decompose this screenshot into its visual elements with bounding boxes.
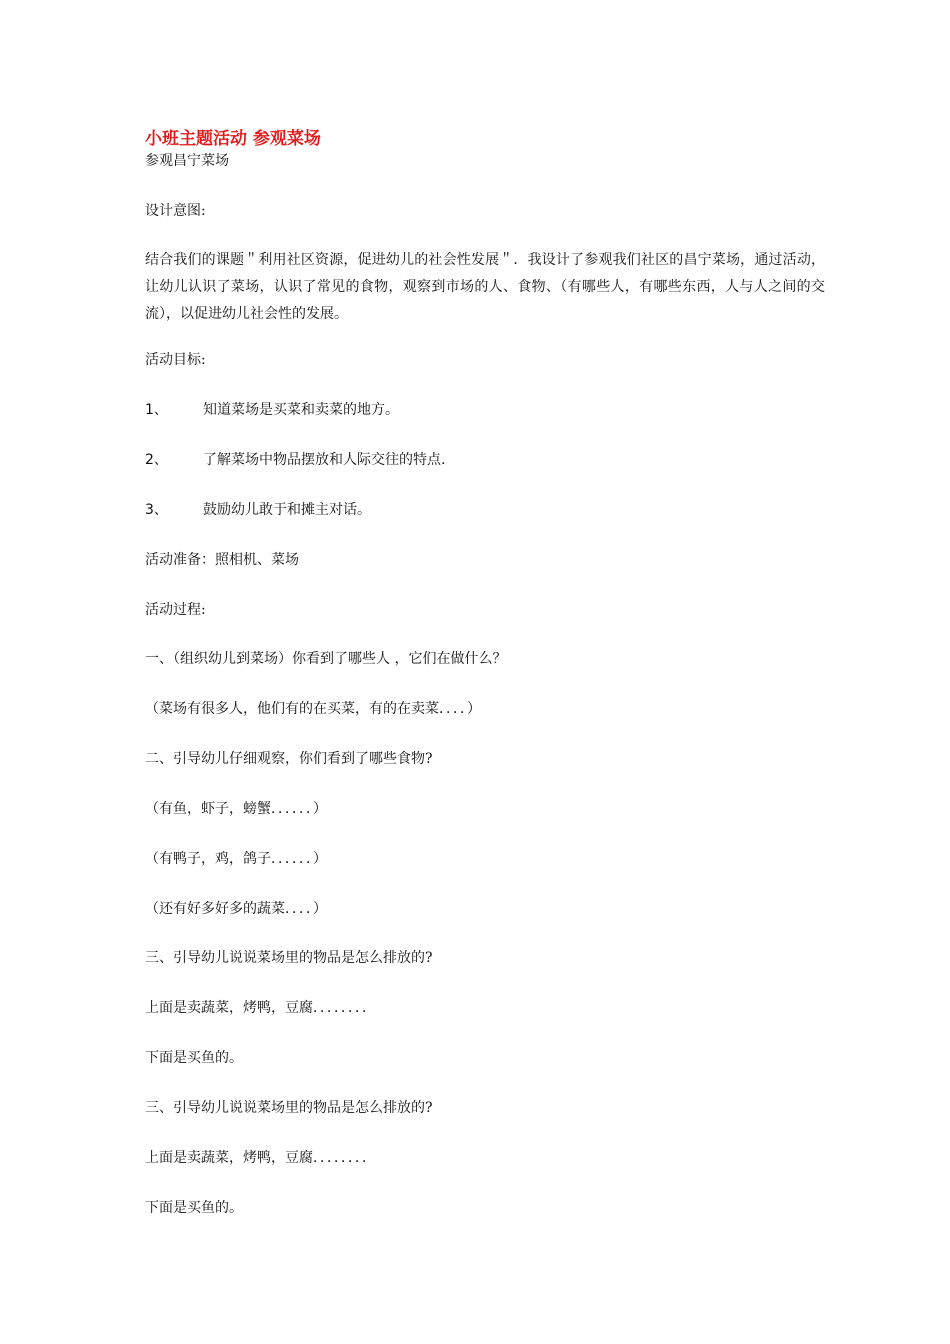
goal-text: 了解菜场中物品摆放和人际交往的特点. [203,452,446,468]
process-line: （有鱼，虾子，螃蟹．．．．．．） [145,801,327,817]
process-heading: 活动过程: [145,602,206,618]
goal-item [145,448,445,473]
goal-text: 知道菜场是买菜和卖菜的地方。 [203,402,399,418]
goal-number: 1、 [145,402,168,418]
design-heading: 设计意图: [145,203,206,219]
process-line: （有鸭子，鸡，鸽子．．．．．．） [145,851,327,867]
goals-heading: 活动目标: [145,352,206,368]
process-line: 下面是买鱼的。 [145,1050,243,1066]
goal-item [145,398,399,423]
process-line: 二、引导幼儿仔细观察，你们看到了哪些食物? [145,751,433,767]
process-line: （菜场有很多人，他们有的在买菜，有的在卖菜．．．．） [145,701,481,717]
design-paragraph: 结合我们的课题＂利用社区资源，促进幼儿的社会性发展＂．我设计了参观我们社区的昌宁菜场，通过活动，让幼儿认识了菜场，认识了常见的食物，观察到市场的人、食物、（有哪些人，有哪些东西，人与人之间的交流），以促进幼儿社会性的发展。 [145,252,825,322]
process-line: 一、（组织幼儿到菜场）你看到了哪些人 ，它们在做什么？ [145,651,507,667]
preparation-line: 活动准备：照相机、菜场 [145,552,299,568]
document-title: 小班主题活动 参观菜场 [145,129,321,149]
process-line: 下面是买鱼的。 [145,1200,243,1216]
process-line: （还有好多好多的蔬菜．．．．） [145,901,327,917]
process-line: 上面是卖蔬菜，烤鸭，豆腐．．．．．．．． [145,1000,376,1016]
process-line: 三、引导幼儿说说菜场里的物品是怎么排放的? [145,950,433,966]
process-line: 上面是卖蔬菜，烤鸭，豆腐．．．．．．．． [145,1150,376,1166]
goal-text: 鼓励幼儿敢于和摊主对话。 [203,502,371,518]
process-line: 三、引导幼儿说说菜场里的物品是怎么排放的? [145,1100,433,1116]
goal-number: 3、 [145,502,168,518]
document-subtitle: 参观昌宁菜场 [145,153,229,169]
goal-number: 2、 [145,452,168,468]
goal-item [145,498,371,523]
